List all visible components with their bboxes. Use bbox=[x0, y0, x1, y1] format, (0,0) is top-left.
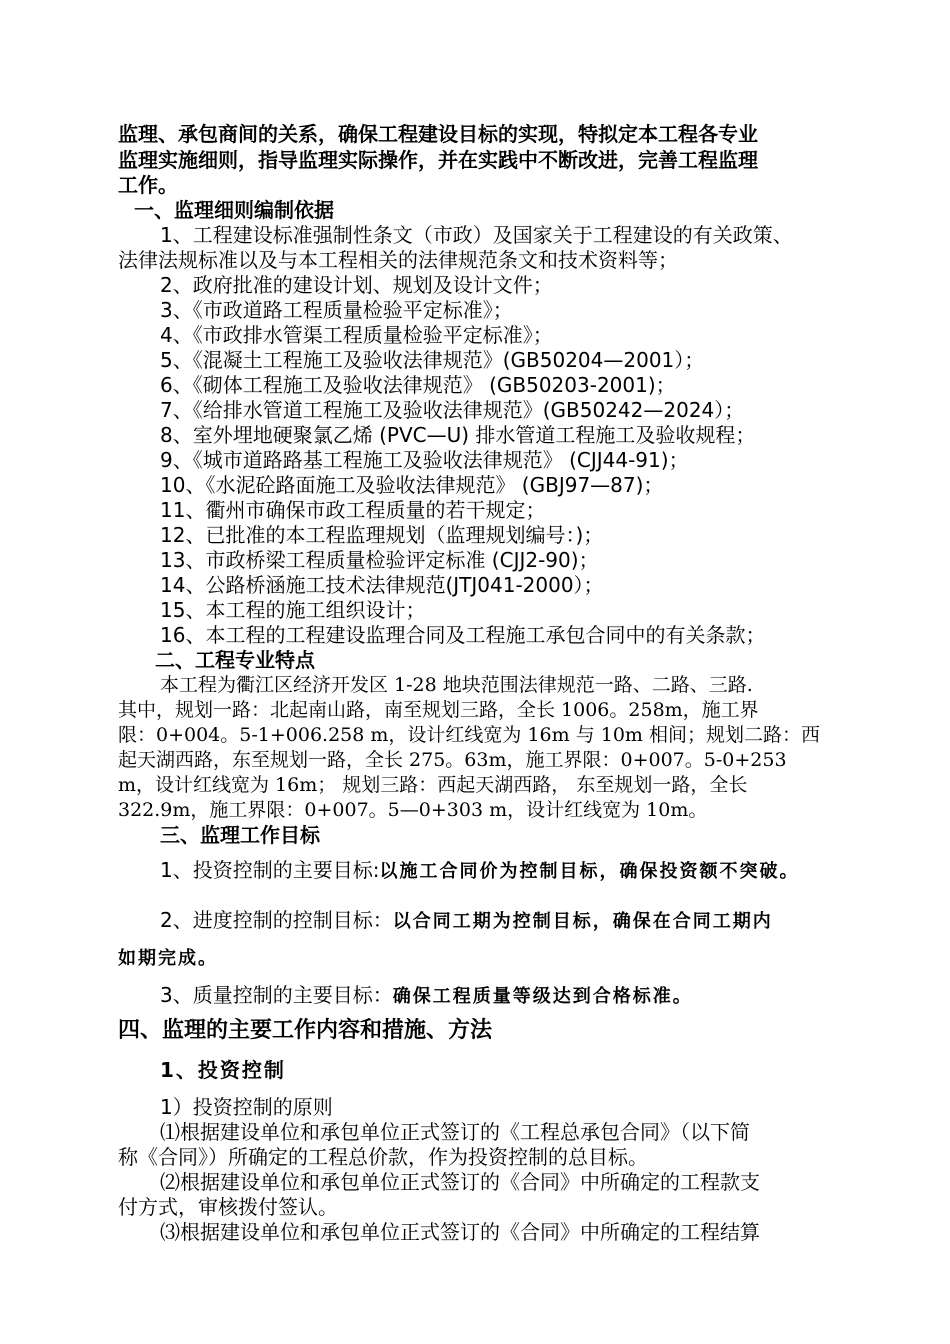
basis-item: 6、《砌体工程施工及验收法律规范》 (GB50203-2001)； bbox=[160, 373, 676, 397]
basis-item: 15、本工程的施工组织设计； bbox=[160, 598, 426, 622]
feature-line: 限：0+004。5-1+006.258 m，设计红线宽为 16m 与 10m 相间；规划二路：西 bbox=[118, 724, 820, 746]
basis-item: 12、已批准的本工程监理规划（监理规划编号：)； bbox=[160, 523, 604, 547]
feature-line: 起天湖西路，东至规划一路，全长 275。63m，施工界限：0+007。5-0+253 bbox=[118, 749, 787, 771]
basis-item: 3、《市政道路工程质量检验平定标准》； bbox=[160, 298, 513, 322]
goal-target: 以合同工期为控制目标，确保在合同工期内 bbox=[392, 911, 773, 932]
section-heading: 一、监理细则编制依据 bbox=[134, 198, 334, 222]
feature-line: m，设计红线宽为 16m； 规划三路：西起天湖西路， 东至规划一路，全长 bbox=[118, 774, 748, 796]
goal-label: 1、投资控制的主要目标: bbox=[160, 858, 380, 882]
method-line: 称《合同》）所确定的工程总价款，作为投资控制的总目标。 bbox=[118, 1145, 648, 1169]
feature-line: 其中，规划一路：北起南山路，南至规划三路，全长 1006。258m，施工界 bbox=[118, 699, 759, 721]
goal-target: 如期完成。 bbox=[118, 948, 218, 969]
section-heading: 二、工程专业特点 bbox=[155, 648, 315, 672]
subsubsection-heading: 1）投资控制的原则 bbox=[160, 1095, 333, 1119]
goal-row bbox=[160, 983, 693, 1009]
basis-item: 16、本工程的工程建设监理合同及工程施工承包合同中的有关条款； bbox=[160, 623, 766, 647]
subsection-heading: 1、投资控制 bbox=[160, 1058, 286, 1082]
method-line: ⑶根据建设单位和承包单位正式签订的《合同》中所确定的工程结算 bbox=[160, 1220, 760, 1244]
section-heading: 四、监理的主要工作内容和措施、方法 bbox=[118, 1017, 493, 1043]
goal-target: 确保工程质量等级达到合格标准。 bbox=[392, 986, 693, 1007]
goal-label: 2、进度控制的控制目标： bbox=[160, 908, 393, 932]
basis-item: 4、《市政排水管渠工程质量检验平定标准》； bbox=[160, 323, 553, 347]
method-line: ⑵根据建设单位和承包单位正式签订的《合同》中所确定的工程款支 bbox=[160, 1170, 760, 1194]
basis-item: 7、《给排水管道工程施工及验收法律规范》(GB50242—2024）； bbox=[160, 398, 745, 422]
goal-row bbox=[118, 945, 218, 971]
basis-item: 2、政府批准的建设计划、规划及设计文件； bbox=[160, 273, 553, 297]
intro-line: 工作。 bbox=[118, 173, 178, 197]
intro-line: 监理、承包商间的关系，确保工程建设目标的实现，特拟定本工程各专业 bbox=[118, 122, 758, 146]
basis-item: 10、《水泥砼路面施工及验收法律规范》 (GBJ97—87)； bbox=[160, 473, 664, 497]
basis-item: 9、《城市道路路基工程施工及验收法律规范》 (CJJ44-91)； bbox=[160, 448, 689, 472]
basis-item: 8、室外埋地硬聚氯乙烯 (PVC—U) 排水管道工程施工及验收规程； bbox=[160, 423, 756, 447]
section-heading: 三、监理工作目标 bbox=[160, 823, 320, 847]
method-line: 付方式，审核拨付签认。 bbox=[118, 1195, 338, 1219]
intro-line: 监理实施细则，指导监理实际操作，并在实践中不断改进，完善工程监理 bbox=[118, 148, 758, 172]
basis-item: 14、公路桥涵施工技术法律规范(JTJ041-2000）； bbox=[160, 573, 604, 597]
goal-row bbox=[160, 858, 799, 884]
basis-item: 13、市政桥梁工程质量检验评定标准 (CJJ2-90)； bbox=[160, 548, 599, 572]
basis-item: 1、工程建设标准强制性条文（市政）及国家关于工程建设的有关政策、 bbox=[160, 223, 793, 247]
feature-line: 本工程为衢江区经济开发区 1-28 地块范围法律规范一路、二路、三路. bbox=[160, 674, 753, 696]
goal-row bbox=[160, 908, 773, 934]
goal-target: 以施工合同价为控制目标，确保投资额不突破。 bbox=[379, 861, 800, 882]
basis-item: 法律法规标准以及与本工程相关的法律规范条文和技术资料等； bbox=[118, 248, 678, 272]
basis-item: 5、《混凝土工程施工及验收法律规范》(GB50204—2001）； bbox=[160, 348, 705, 372]
goal-label: 3、质量控制的主要目标： bbox=[160, 983, 393, 1007]
method-line: ⑴根据建设单位和承包单位正式签订的《工程总承包合同》（以下简 bbox=[160, 1120, 750, 1144]
basis-item: 11、衢州市确保市政工程质量的若干规定； bbox=[160, 498, 546, 522]
feature-line: 322.9m，施工界限：0+007。5—0+303 m，设计红线宽为 10m。 bbox=[118, 799, 708, 821]
